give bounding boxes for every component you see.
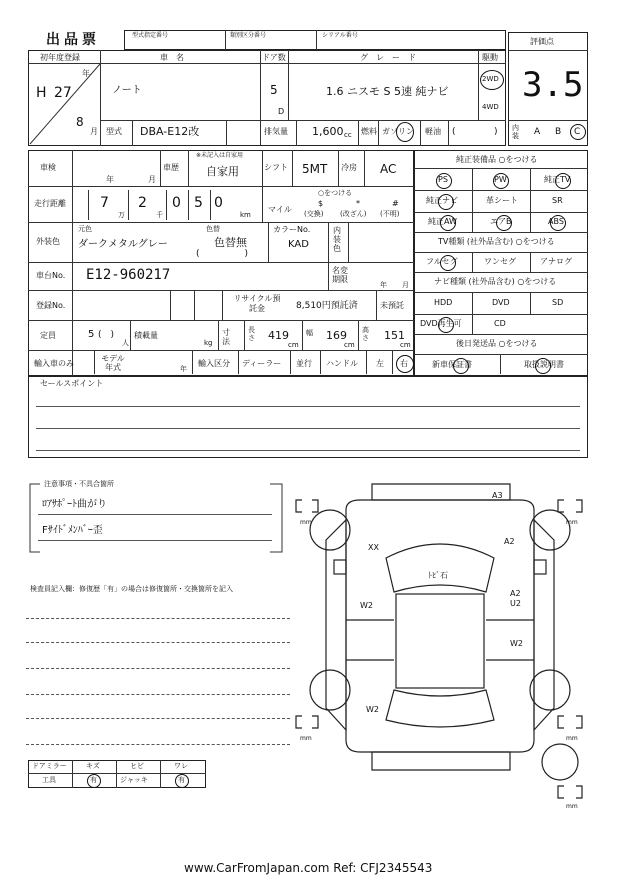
shift-value: 5MT	[302, 162, 328, 176]
inspection-label: 車検	[40, 163, 56, 172]
mileage-label: 走行距離	[34, 199, 66, 208]
navi-sd: SD	[552, 298, 564, 307]
later-title: 後日発送品 ○をつける	[456, 339, 538, 348]
note-line-2: Fｻｲﾄﾞﾒﾝﾊﾞｰ歪	[42, 525, 103, 536]
drive-label: 駆動	[482, 53, 498, 62]
drive-2wd: 2WD	[482, 75, 499, 83]
parts-tools: 工具	[42, 776, 56, 784]
length-label: 長さ	[248, 326, 255, 342]
interior-grade-label: 内装	[512, 124, 519, 140]
car-name: ノート	[112, 85, 142, 96]
recycle-value: 8,510円預託済	[296, 301, 358, 311]
mark-left-quarter: W2	[366, 705, 379, 714]
swap-sym: $	[318, 199, 324, 208]
tv-analog: アナログ	[540, 257, 572, 266]
dealer-option: ディーラー	[242, 359, 282, 368]
equip-airbag: エアB	[490, 217, 512, 226]
mark-right-door-u: U2	[510, 599, 521, 608]
mile-label: マイル	[268, 205, 292, 214]
equip-pw: PW	[494, 175, 507, 184]
first-reg-year: 27	[54, 85, 72, 101]
mm-spare: mm	[566, 803, 578, 810]
tamper-label: (改ざん)	[340, 210, 367, 218]
tv-fullseg: フルセグ	[426, 257, 458, 266]
mark-right-fender: A2	[504, 537, 515, 546]
equip-aw: 純正AW	[428, 217, 457, 226]
inspection-month-unit: 月	[148, 175, 156, 184]
chassis-value: E12-960217	[86, 267, 171, 283]
tv-title: TV種類 (社外品含む) ○をつける	[438, 237, 555, 246]
dim-label: 寸法	[222, 328, 230, 346]
fuel-label: 燃料	[361, 127, 377, 136]
tamper-sym: *	[356, 199, 360, 208]
history-value: 自家用	[206, 165, 239, 178]
mark-front-bumper: A3	[492, 491, 503, 500]
tools-mark	[87, 774, 101, 788]
equip-sr: SR	[552, 196, 563, 205]
inspector-note: 検査員記入欄：修復歴「有」の場合は修復箇所・交換箇所を記入	[30, 585, 233, 593]
parts-ware: ワレ	[174, 762, 188, 770]
notes-label: 注意事項・不具合箇所	[44, 480, 114, 488]
tv-oneseg: ワンセグ	[484, 257, 516, 266]
unknown-label: (不明)	[380, 210, 400, 218]
parts-tools-val: 有	[90, 776, 97, 784]
navi-dvd-play: DVD再生可	[420, 319, 462, 328]
length-value: 419	[268, 329, 289, 342]
inspection-year-unit: 年	[106, 175, 114, 184]
colorno-value: KAD	[288, 239, 309, 250]
history-label: 車歴	[163, 163, 179, 172]
first-reg-month: 8	[76, 115, 84, 129]
model-label: 型式	[106, 127, 122, 136]
month-unit: 月	[90, 127, 98, 136]
interior-c: C	[574, 127, 581, 137]
fuel-gas: ガソリン	[382, 127, 414, 136]
year-unit: 年	[82, 69, 90, 78]
kg-unit: kg	[204, 339, 213, 347]
handle-left: 左	[376, 359, 384, 368]
capacity-value: 5	[88, 329, 95, 340]
person-unit: 人	[122, 339, 129, 347]
width-value: 169	[326, 329, 347, 342]
equipment-title: 純正装備品 ○をつける	[456, 155, 538, 164]
note-line-1: ﾛｱｻﾎﾟｰﾄ曲がり	[42, 499, 107, 510]
mileage-digit-5: 0	[214, 195, 223, 211]
fuel-diesel: 軽油	[425, 127, 441, 136]
grade-value: 1.6 ニスモ S 5速 純ナビ	[326, 85, 449, 98]
mm-front-right: mm	[566, 519, 578, 526]
mark-left-fender: XX	[368, 543, 379, 552]
interior-b: B	[555, 127, 562, 137]
parts-jack-val: 有	[178, 776, 185, 784]
first-reg-era: H	[36, 85, 47, 101]
model-value: DBA-E12改	[140, 125, 200, 138]
sen-unit: 千	[156, 211, 163, 219]
handle-right: 右	[400, 359, 408, 368]
mark-right-door-a: A2	[510, 589, 521, 598]
chassis-label: 車台No.	[36, 271, 66, 280]
handle-label: ハンドル	[326, 359, 358, 368]
paint-label: 色替	[206, 225, 220, 233]
paint-paren: ( )	[196, 249, 249, 259]
door-count: 5	[270, 83, 278, 97]
sales-point-label: セールスポイント	[40, 379, 104, 388]
rating-value: 3.5	[522, 65, 584, 105]
parts-hibi: ヒビ	[130, 762, 144, 770]
mileage-digit-1: 7	[100, 195, 109, 211]
model-year-unit: 年	[180, 365, 187, 373]
mark-windscreen: ﾄﾋﾞ石	[428, 571, 448, 580]
mark-right-rear-door: W2	[510, 639, 523, 648]
equip-abs: ABS	[548, 217, 564, 226]
mm-rear-right: mm	[566, 735, 578, 742]
name-change-label: 名変期限	[332, 266, 348, 284]
shift-label: シフト	[264, 163, 288, 172]
equip-ps: PS	[438, 175, 448, 184]
door-label: ドア数	[262, 53, 286, 62]
capacity-paren: ( )	[98, 330, 115, 340]
car-name-label: 車 名	[160, 53, 184, 62]
paint-value: 色替無	[214, 236, 247, 249]
sheet-title: 出品票	[46, 32, 100, 48]
parts-jack: ジャッキ	[120, 776, 148, 784]
recycle-unpaid: 未預託	[380, 301, 404, 310]
interior-a: A	[534, 127, 541, 137]
later-manual: 取扱説明書	[524, 360, 564, 369]
name-change-month-unit: 月	[402, 281, 409, 289]
unknown-sym: #	[392, 199, 399, 208]
mileage-digit-3: 0	[172, 195, 181, 211]
height-cm: cm	[400, 341, 411, 349]
cooler-label: 冷房	[341, 163, 357, 172]
equip-navi: 純正ナビ	[426, 196, 458, 205]
category-no-label: 類別区分番号	[230, 32, 267, 39]
rating-label: 評価点	[530, 37, 554, 46]
jack-mark	[175, 774, 189, 788]
length-cm: cm	[288, 341, 299, 349]
parallel-option: 並行	[296, 359, 312, 368]
color-value: ダークメタルグレー	[78, 239, 168, 250]
width-cm: cm	[344, 341, 355, 349]
mileage-digit-4: 5	[194, 195, 203, 211]
navi-cd: CD	[494, 319, 506, 328]
reg-label: 登録No.	[36, 301, 66, 310]
colorno-label: カラーNo.	[273, 225, 311, 234]
import-label: 輸入車のみ	[34, 359, 74, 368]
parts-kizu: キズ	[86, 762, 100, 770]
parts-mirror: ドアミラー	[32, 762, 67, 770]
load-label: 積載量	[134, 331, 158, 340]
man-unit: 万	[118, 211, 125, 219]
mark-left-door: W2	[360, 601, 373, 610]
mm-rear-left: mm	[300, 735, 312, 742]
km-unit: km	[240, 211, 251, 219]
height-label: 高さ	[362, 326, 369, 342]
footer-ref: www.CarFromJapan.com Ref: CFJ2345543	[184, 861, 433, 875]
mark-note: ○をつける	[318, 189, 353, 197]
cooler-value: AC	[380, 162, 397, 176]
navi-dvd: DVD	[492, 298, 510, 307]
orig-color-label: 元色	[78, 225, 92, 233]
navi-hdd: HDD	[434, 298, 453, 307]
recycle-label: リサイクル預託金	[233, 294, 281, 313]
color-label: 外装色	[36, 237, 60, 246]
height-value: 151	[384, 329, 405, 342]
capacity-label: 定員	[40, 331, 56, 340]
first-reg-label: 初年度登録	[40, 53, 80, 62]
grade-label: グ レ ー ド	[360, 53, 416, 62]
designation-no-label: 型式指定番号	[132, 32, 169, 39]
interior-color-label: 内装色	[333, 226, 341, 253]
history-note: ※未記入は自家用	[196, 152, 244, 159]
equip-tv: 純正TV	[544, 175, 571, 184]
displacement-label: 排気量	[264, 127, 288, 136]
displacement-value: 1,600	[312, 125, 344, 138]
name-change-year-unit: 年	[380, 281, 387, 289]
equip-leather: 革シート	[486, 196, 518, 205]
serial-no-label: シリアル番号	[322, 32, 358, 39]
later-warranty: 新車保証書	[432, 360, 472, 369]
mileage-digit-2: 2	[138, 195, 147, 211]
mm-front-left: mm	[300, 519, 312, 526]
door-suffix: D	[278, 107, 285, 116]
navi-title: ナビ種類 (社外品含む) ○をつける	[434, 277, 557, 286]
import-class-label: 輸入区分	[198, 359, 230, 368]
width-label: 幅	[306, 329, 313, 337]
cc-unit: cc	[344, 131, 352, 139]
model-year-label: モデル年式	[101, 354, 125, 372]
swap-label: (交換)	[304, 210, 324, 218]
drive-4wd: 4WD	[482, 103, 499, 111]
